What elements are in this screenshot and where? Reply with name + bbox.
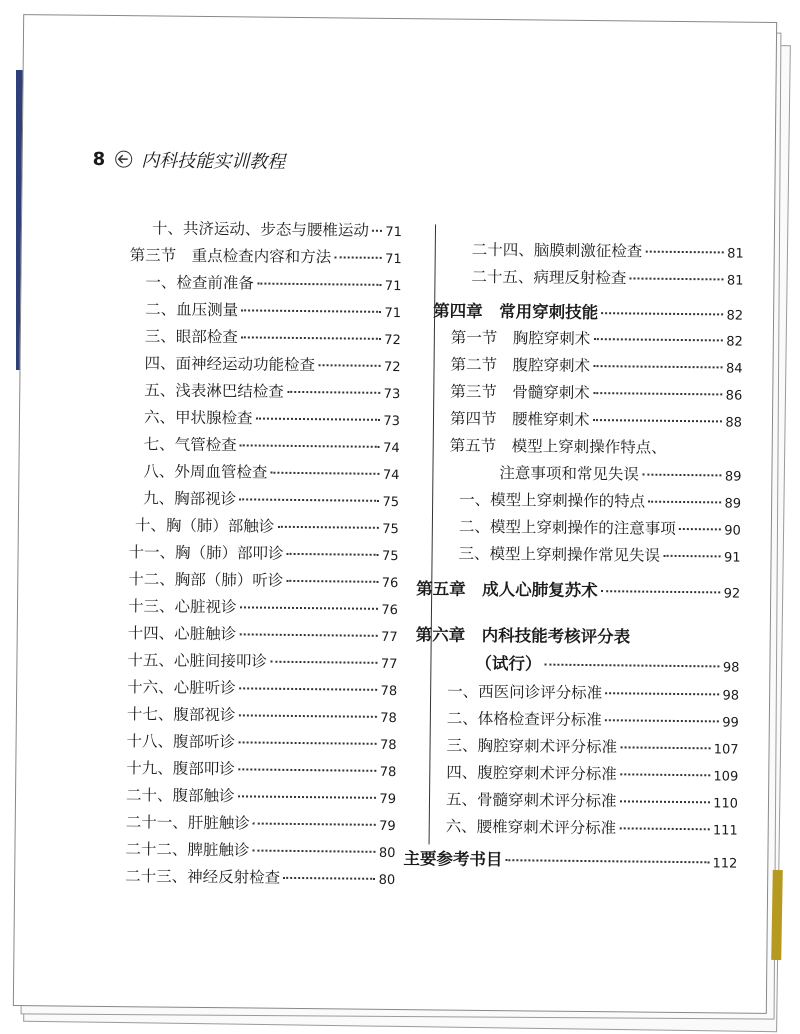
entry-label: 第三节 重点检查内容和方法	[129, 246, 332, 267]
toc-left-entry	[145, 270, 401, 295]
entry-label: 二十三、神经反射检查	[125, 867, 281, 887]
entry-page-number: 110	[713, 796, 739, 812]
entry-label: 十四、心脏触诊	[127, 624, 237, 644]
toc-left-entry	[128, 594, 398, 619]
dot-leader	[238, 741, 377, 744]
toc-right-entry	[446, 761, 738, 786]
entry-page-number: 73	[383, 413, 401, 430]
dot-leader	[334, 256, 382, 259]
dot-leader	[238, 795, 377, 798]
entry-label: 十、胸（肺）部触诊	[134, 516, 275, 536]
toc-left-entry	[127, 675, 397, 700]
entry-page-number: 99	[722, 715, 739, 731]
toc-left-entry	[126, 756, 396, 781]
toc-left-entry	[126, 783, 396, 808]
entry-page-number: 72	[384, 332, 401, 349]
dot-leader	[605, 692, 719, 695]
dot-leader	[663, 555, 721, 558]
toc-right-entry	[499, 461, 741, 486]
toc-left-entry	[144, 351, 400, 376]
dot-leader	[593, 365, 723, 368]
toc-left-entry	[144, 378, 400, 403]
dot-leader	[241, 336, 381, 339]
entry-page-number: 89	[724, 496, 742, 512]
entry-page-number: 78	[379, 737, 397, 754]
entry-label: 四、腹腔穿刺术评分标准	[446, 763, 617, 784]
entry-label: 第一节 胸腔穿刺术	[450, 328, 591, 349]
entry-page-number: 78	[380, 710, 397, 727]
toc-right-entry	[458, 542, 740, 567]
entry-page-number: 81	[726, 273, 744, 289]
dot-leader	[239, 633, 378, 636]
dot-leader	[286, 580, 378, 583]
toc-left-entry	[143, 486, 399, 511]
dot-leader	[593, 392, 723, 395]
entry-page-number: 111	[712, 823, 738, 839]
toc-left-entry	[130, 243, 402, 268]
entry-label: 二十四、脑膜刺激征检查	[471, 240, 643, 261]
dot-leader	[620, 746, 711, 749]
dot-leader	[601, 312, 723, 315]
toc-right-entry	[459, 488, 741, 513]
entry-label: 第四节 腰椎穿刺术	[449, 409, 590, 430]
entry-label: 十七、腹部视诊	[126, 705, 236, 725]
entry-label: 一、西医问诊评分标准	[447, 682, 603, 703]
toc-right-entry	[450, 353, 742, 378]
toc-left-entry	[127, 702, 397, 727]
entry-page-number: 72	[383, 359, 401, 376]
entry-page-number: 82	[726, 334, 743, 350]
entry-page-number: 77	[380, 656, 398, 673]
dot-leader	[283, 877, 375, 880]
entry-page-number: 75	[381, 548, 399, 565]
dot-leader	[605, 719, 719, 722]
toc-left-entry	[125, 864, 395, 889]
entry-page-number: 75	[382, 521, 399, 538]
toc-left-entry	[145, 297, 401, 322]
dot-leader	[619, 827, 710, 830]
toc-left-entry	[135, 513, 399, 538]
entry-page-number: 90	[724, 523, 741, 539]
entry-page-number: 77	[381, 629, 398, 646]
entry-page-number: 76	[381, 575, 399, 592]
entry-page-number: 79	[379, 791, 397, 808]
entry-page-number: 71	[384, 278, 402, 295]
entry-page-number: 80	[378, 872, 396, 889]
toc-left-entry	[128, 567, 398, 592]
dot-leader	[239, 498, 379, 501]
entry-page-number: 84	[725, 361, 743, 377]
entry-page-number: 112	[712, 856, 738, 872]
dot-leader	[629, 277, 723, 280]
toc-right-entry	[416, 575, 740, 602]
entry-label: 第四章 常用穿刺技能	[433, 301, 599, 323]
entry-label: 二、血压测量	[145, 300, 239, 320]
entry-label: 十八、腹部听诊	[126, 732, 236, 752]
toc-right-entry	[450, 434, 667, 458]
entry-page-number: 79	[379, 818, 396, 835]
dot-leader	[270, 661, 378, 664]
entry-page-number: 74	[382, 467, 400, 484]
entry-label: 主要参考书目	[403, 849, 503, 870]
entry-label: 第六章 内科技能考核评分表	[415, 625, 631, 647]
dot-leader	[270, 472, 379, 475]
toc-right-entry	[450, 380, 742, 405]
entry-label: 四、面神经运动功能检查	[144, 354, 316, 375]
dot-leader	[240, 606, 379, 609]
toc-right-entry	[447, 707, 739, 732]
entry-page-number: 78	[379, 764, 397, 781]
entry-page-number: 98	[722, 660, 740, 676]
dot-leader	[252, 850, 375, 853]
toc-left-entry	[127, 729, 397, 754]
toc-right-entry	[447, 680, 739, 705]
entry-label: 二十二、脾脏触诊	[125, 840, 250, 860]
entry-label: 十、共济运动、步态与腰椎运动	[151, 219, 370, 240]
entry-label: 二十一、肝脏触诊	[125, 813, 250, 833]
dot-leader	[257, 283, 382, 286]
entry-label: 五、骨髓穿刺术评分标准	[445, 790, 617, 811]
entry-label: 三、眼部检查	[144, 327, 238, 347]
dot-leader	[239, 687, 378, 690]
toc-right-entry	[446, 815, 738, 840]
dot-leader	[318, 364, 381, 367]
entry-label: 二十、腹部触诊	[125, 786, 235, 806]
dot-leader	[287, 391, 381, 394]
toc-right-entry	[459, 515, 741, 540]
entry-label: 第二节 腹腔穿刺术	[450, 355, 591, 376]
toc-left-entry	[143, 459, 399, 484]
entry-page-number: 74	[383, 440, 400, 457]
toc-left-entry	[126, 810, 396, 835]
toc-right-entry	[403, 845, 737, 872]
dot-leader	[593, 338, 723, 341]
entry-label: 二十五、病理反射检查	[471, 267, 627, 288]
toc-right-entry	[472, 238, 744, 263]
dot-leader	[544, 664, 719, 668]
entry-page-number: 71	[385, 224, 403, 241]
toc-left-entry	[128, 621, 398, 646]
entry-label: 九、胸部视诊	[143, 489, 237, 509]
entry-label: 二、体格检查评分标准	[446, 709, 602, 730]
dot-leader	[255, 418, 380, 421]
entry-label: 六、腰椎穿刺术评分标准	[445, 817, 617, 838]
entry-page-number: 92	[723, 586, 741, 602]
toc-left-entry	[144, 432, 400, 457]
toc-right-entry	[446, 734, 738, 759]
entry-page-number: 109	[713, 769, 739, 785]
entry-label: 一、模型上穿刺操作的特点	[459, 490, 646, 511]
dot-leader	[601, 590, 721, 593]
entry-label: 十三、心脏视诊	[127, 597, 237, 617]
page-number: 8	[92, 148, 106, 170]
dot-leader	[505, 859, 709, 863]
entry-label: 十五、心脏间接叩诊	[127, 651, 268, 671]
entry-page-number: 73	[383, 386, 401, 403]
toc-right-entry	[475, 650, 739, 677]
book-title: 内科技能实训教程	[141, 150, 286, 173]
entry-label: 注意事项和常见失误	[499, 464, 640, 484]
entry-label: 五、浅表淋巴结检查	[144, 381, 284, 401]
entry-page-number: 80	[378, 845, 396, 862]
dot-leader	[642, 474, 722, 477]
dot-leader	[277, 526, 379, 529]
entry-page-number: 75	[382, 494, 400, 511]
entry-label: 三、胸腔穿刺术评分标准	[446, 736, 618, 757]
toc-right-entry	[450, 407, 742, 432]
toc-right-entry	[433, 297, 743, 324]
dot-leader	[372, 230, 382, 232]
entry-label: 七、气管检查	[143, 435, 237, 455]
toc-right-entry	[416, 621, 631, 647]
entry-label: 一、检查前准备	[145, 273, 255, 293]
entry-label: 第三节 骨髓穿刺术	[450, 382, 590, 403]
entry-label: 八、外周血管检查	[143, 462, 268, 482]
entry-page-number: 71	[384, 305, 402, 322]
toc-left-entry	[125, 837, 395, 862]
dot-leader	[645, 251, 724, 254]
entry-page-number: 76	[381, 602, 399, 619]
toc-left-entry	[145, 324, 401, 349]
entry-label: 第五节 模型上穿刺操作特点、	[449, 436, 667, 457]
entry-label: 第五章 成人心肺复苏术	[416, 579, 598, 601]
running-header	[93, 146, 286, 174]
dot-leader	[238, 714, 377, 717]
toc-left-entry	[144, 405, 400, 430]
entry-page-number: 82	[726, 308, 744, 324]
dot-leader	[620, 773, 711, 776]
entry-page-number: 81	[727, 246, 744, 262]
entry-page-number: 107	[713, 742, 739, 758]
back-arrow-icon	[113, 149, 133, 169]
entry-page-number: 71	[385, 251, 402, 268]
toc-right-entry	[446, 788, 738, 813]
toc-left-entry	[127, 648, 397, 673]
entry-label: 十六、心脏听诊	[127, 678, 236, 698]
toc-right-entry	[471, 265, 743, 290]
dot-leader	[238, 768, 377, 771]
entry-page-number: 91	[723, 550, 741, 566]
entry-label: 二、模型上穿刺操作的注意事项	[458, 517, 676, 538]
toc-right-entry	[451, 326, 743, 351]
book-edge-yellow	[771, 870, 783, 960]
entry-label: 三、模型上穿刺操作常见失误	[458, 544, 661, 565]
dot-leader	[287, 553, 379, 556]
toc-left-entry	[152, 216, 402, 241]
page	[13, 14, 777, 1014]
toc-left-entry	[128, 540, 398, 565]
entry-label: 十一、胸（肺）部叩诊	[128, 543, 284, 563]
entry-page-number: 86	[725, 388, 743, 404]
dot-leader	[679, 528, 721, 530]
entry-label: （试行）	[475, 653, 542, 674]
entry-page-number: 89	[724, 469, 742, 485]
entry-page-number: 78	[380, 683, 398, 700]
entry-label: 六、甲状腺检查	[143, 408, 253, 428]
entry-label: 十九、腹部叩诊	[126, 759, 235, 779]
dot-leader	[241, 309, 381, 312]
dot-leader	[620, 800, 711, 803]
dot-leader	[592, 419, 722, 422]
dot-leader	[253, 823, 376, 826]
entry-page-number: 88	[725, 415, 743, 431]
entry-page-number: 98	[722, 688, 740, 704]
entry-label: 十二、胸部（肺）听诊	[128, 570, 284, 590]
dot-leader	[240, 444, 380, 447]
dot-leader	[648, 501, 721, 504]
